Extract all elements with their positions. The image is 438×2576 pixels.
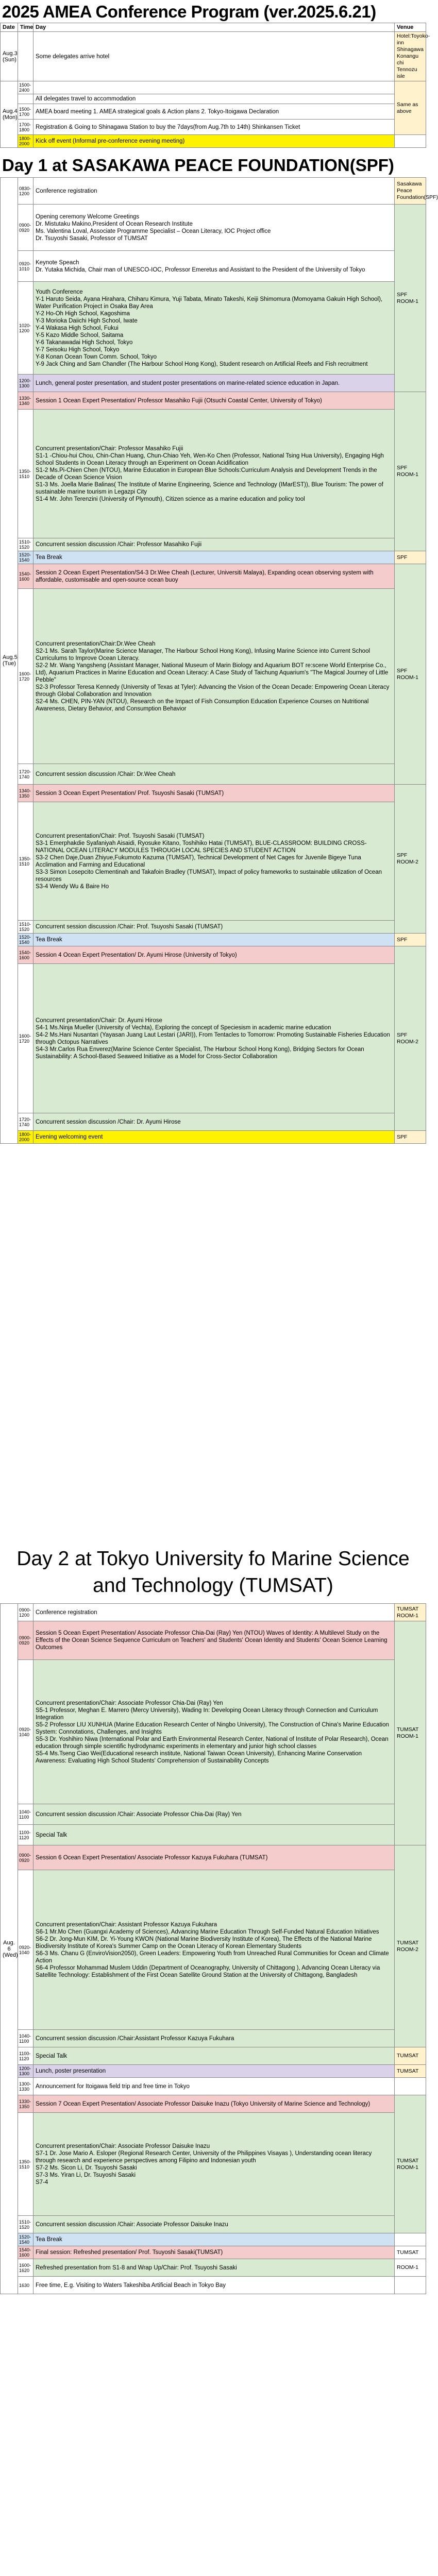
table-row [1,964,426,1113]
time-cell: 1510-1520 [18,2216,33,2233]
date-cell: Aug.5 (Tue) [1,178,18,1144]
event-cell: Tea Break [33,551,395,564]
day2-title: Day 2 at Tokyo University fo Marine Science and Technology (TUMSAT) [16,1548,410,1597]
event-line: Dr. Tsuyoshi Sasaki, Professor of TUMSAT [36,235,148,242]
venue-cell: TUMSAT ROOM-2 [395,1845,426,2047]
table-row [1,1604,426,1621]
time-cell: 1330-1340 [18,392,33,410]
event-line: Concurrent presentation/Chair:Dr.Wee Cheah [36,640,156,647]
event-line: S7-3 Ms. Yiran Li, Dr. Tsuyoshi Sasaki [36,2172,136,2178]
event-line: Concurrent presentation/Chair: Associate Professor Chia-Dai (Ray) Yen [36,1700,223,1706]
table-header-row [1,23,426,32]
event-line: S5-2 Professor LIU XUNHUA (Marine Education Research Center of Ningbo University), The Construction of China's Marine Education System: Connotations, Challenges, and Insights [36,1721,389,1735]
time-cell: 1200-1300 [18,2065,33,2078]
event-line: S6-2 Dr. Jong-Mun KIM, Dr. Yi-Young KWON (National Marine Biodiversity Institute of Korea), The Effects of the National Marine Biodiversity Institute of Korea's Summer Camp on the Ocean Literacy of Korean Elementary Students [36,1936,372,1950]
table-row [1,120,426,135]
venue-cell: SPF ROOM-2 [395,785,426,934]
time-cell: 1800-2000 [18,1131,33,1144]
event-cell: Session 1 Ocean Expert Presentation/ Professor Masahiko Fujii (Otsuchi Coastal Center, University of Tokyo) [33,392,395,410]
event-cell: Refreshed presentation from S1-8 and Wrap Up/Chair: Prof. Tsuyoshi Sasaki [33,2259,395,2277]
header-event: Day [33,23,395,32]
date-cell: Aug.4 (Mon) [1,81,18,148]
event-cell: Session 2 Ocean Expert Presentation/S4-3 Dr.Wee Cheah (Lecturer, Universiti Malaya), Expanding ocean observing system with affordable, customisable and open-source ocean buoy [33,564,395,589]
venue-cell: TUMSAT [395,2047,426,2065]
venue-cell: SPF ROOM-1 [395,205,426,392]
time-cell [18,32,33,81]
table-row [1,946,426,964]
venue-cell: Sasakawa Peace Foundation(SPF) [395,178,426,205]
table-row [1,785,426,802]
table-row [1,1660,426,1804]
venue-cell: SPF ROOM-2 [395,946,426,1131]
schedule-table-pre [0,23,430,148]
event-line: S3-3 Simon Losepcito Clementinah and Takafoin Bradley (TUMSAT), Impact of policy frameworks to sustainable utilization of Ocean resources [36,869,382,883]
time-cell: 0900-1200 [18,1604,33,1621]
event-line: Youth Conference [36,289,83,295]
time-cell: 0920-1040 [18,1870,33,2030]
date-cell: Aug. 6 (Wed) [1,1604,18,2294]
event-line: Y-6 Takanawadai High School, Tokyo [36,339,133,346]
event-cell [33,1660,395,1804]
table-row [1,2030,426,2047]
venue-cell: SPF ROOM-1 [395,392,426,551]
time-cell: 1350-1510 [18,410,33,538]
table-row [1,2095,426,2113]
event-line: S1-2 Ms.Pi-Chien Chen (NTOU), Marine Education in European Blue Schools:Curriculum Analysis and Development Trends in the Decade of Ocean Science Vision [36,467,377,481]
event-line: S4-1 Ms.Ninja Mueller (University of Vechta), Exploring the concept of Speciesism in academic marine education [36,1024,331,1031]
time-cell: 1720-1740 [18,764,33,785]
event-cell: Concurrent session discussion /Chair: Prof. Tsuyoshi Sasaki (TUMSAT) [33,921,395,934]
table-row [1,375,426,392]
event-line: Concurrent presentation/Chair: Associate Professor Daisuke Inazu [36,2143,210,2149]
event-line: Dr. Yutaka Michida, Chair man of UNESCO-IOC, Professor Emeretus and Assistant to the President of the University of Tokyo [36,266,365,273]
table-row [1,589,426,764]
event-line: Concurrent presentation/Chair: Professor Masahiko Fujii [36,445,183,452]
table-row [1,802,426,921]
event-cell: Session 7 Ocean Expert Presentation/ Associate Professor Daisuke Inazu (Tokyo University of Marine Science and Technology) [33,2095,395,2113]
table-row [1,2078,426,2095]
time-cell: 1300-1330 [18,2078,33,2095]
event-line: Y-8 Konan Ocean Town Comm. School, Tokyo [36,353,157,360]
event-line: Ms. Valentina Loval, Associate Programme Specialist – Ocean Literacy, IOC Project office [36,228,271,234]
venue-cell [395,135,426,148]
time-cell: 1510-1520 [18,538,33,551]
time-cell: 1200-1300 [18,375,33,392]
event-line: S6-1 Mr.Mo Chen (Guangxi Academy of Sciences), Advancing Marine Education Through Self-Funded Natural Education Initiatives [36,1928,379,1935]
event-line: S7-2 Ms. Sicon Li, Dr. Tsuyoshi Sasaki [36,2164,137,2171]
event-cell: Announcement for Itoigawa field trip and free time in Tokyo [33,2078,395,2095]
time-cell: 1350-1510 [18,802,33,921]
header-time: Time [18,23,33,32]
event-cell [33,802,395,921]
event-line: S5-1 Professor, Meghan E. Marrero (Mercy University), Wading In: Developing Ocean Literacy through Connection and Curriculum Integration [36,1707,378,1721]
time-cell: 1600-1720 [18,589,33,764]
table-row [1,251,426,282]
venue-cell: TUMSAT [395,2065,426,2078]
table-row [1,564,426,589]
time-cell: 1540-1600 [18,2246,33,2259]
schedule-table-day1 [0,177,438,1144]
event-cell: Free time, E.g. Visiting to Waters Takeshiba Artificial Beach in Tokyo Bay [33,2277,395,2294]
event-cell [33,81,395,94]
venue-cell: Hotel:Toyoko-inn Shinagawa Konangu chi Tennozu isle [395,32,426,81]
event-line: S2-4 Ms. CHEN, PIN-YAN (NTOU), Research on the Impact of Fish Consumption Education Experience Courses on Nutritional Awareness, Dietary Behavior, and Consumption Behavior [36,698,369,712]
time-cell: 1100-1120 [18,1825,33,1845]
event-line: Y-2 Ho-Oh High School, Kagoshima [36,310,130,317]
event-cell: Lunch, general poster presentation, and student poster presentations on marine-related science education in Japan. [33,375,395,392]
table-row [1,2246,426,2259]
event-cell: AMEA board meeting 1. AMEA strategical goals & Action plans 2. Tokyo-Itoigawa Declaration [33,104,395,120]
time-cell: 0920-1040 [18,1660,33,1804]
table-row [1,1131,426,1144]
table-row [1,32,426,81]
event-cell: Concurrent session discussion /Chair:Assistant Professor Kazuya Fukuhara [33,2030,395,2047]
venue-cell: SPF [395,551,426,564]
event-line: S3-1 Emerphakdie Syafaniyah Aisaidi, Ryosuke Kitano, Toshihiko Hatai (TUMSAT), BLUE-CLASSROOM: BUILDING CROSS-NATIONAL OCEAN LITERACY MODULES THROUGH LOCAL SPECIES AND STUDENT ACTION [36,840,367,854]
time-cell: 1520-1540 [18,551,33,564]
table-row [1,135,426,148]
event-line: S2-2 Mr. Wang Yangsheng (Assistant Manager, National Museum of Marin Biology and Aquarium BOT re:scene World Enterprise Co., Ltd), Aquarium Practices in Marine Education and Ocean Literacy: A Case Study of Taichung Aquarium's "The Magical Journey of Little Pebble" [36,662,389,683]
venue-cell [395,2277,426,2294]
table-row [1,205,426,251]
venue-cell: SPF [395,934,426,946]
event-line: Y-9 Jack Ching and Sam Chandler (The Harbour School Hong Kong), Student research on Artificial Reefs and Fish recruitment [36,361,368,367]
event-line: Y-3 Morioka Daiichi High School, Iwate [36,317,138,324]
table-row [1,551,426,564]
venue-cell: ROOM-1 [395,2259,426,2277]
table-row [1,2113,426,2216]
event-line: Keynote Speach [36,259,79,266]
table-row [1,94,426,104]
event-line: Concurrent presentation/Chair: Assistant Professor Kazuya Fukuhara [36,1921,217,1928]
time-cell: 1020-1200 [18,282,33,375]
table-row [1,104,426,120]
time-cell: 1340-1350 [18,785,33,802]
time-cell: 1700-1800 [18,120,33,135]
table-row [1,410,426,538]
time-cell: 1100-1120 [18,2047,33,2065]
event-line: S1-3 Ms. Joella Marie Balinas( The Institute of Marine Engineering, Science and Technology (IMarEST)), Blue Tourism: The power of sustainable marine tourism in Legazpi City [36,481,383,495]
event-cell: Registration & Going to Shinagawa Station to buy the 7days(from Aug.7th to 14th) Shinkansen Ticket [33,120,395,135]
table-row [1,2233,426,2246]
time-cell: 1500-2400 [18,81,33,94]
time-cell: 1600-1720 [18,964,33,1113]
event-cell [33,410,395,538]
event-cell: Conference registration [33,178,395,205]
venue-cell: SPF ROOM-1 [395,564,426,785]
event-cell [33,205,395,251]
event-cell: Some delegates arrive hotel [33,32,395,81]
day1-title: Day 1 at SASAKAWA PEACE FOUNDATION(SPF) [2,156,394,175]
event-cell: Concurrent session discussion /Chair: Professor Masahiko Fujii [33,538,395,551]
event-line: S3-2 Chen Daje,Duan Zhiyue,Fukumoto Kazuma (TUMSAT), Technical Development of Net Cages for Juvenile Bigeye Tuna Acclimation and Farming and Educational [36,854,361,868]
event-cell: Concurrent session discussion /Chair: Dr.Wee Cheah [33,764,395,785]
event-line: S5-3 Dr. Yoshihiro Niwa (International Polar and Earth Environmental Research Center, National of Institute of Polar Research), Ocean education through simple scientific hydrodynamic experiments in elementary and junior high school classes [36,1736,389,1750]
schedule-table-day2 [0,1603,426,2294]
venue-cell: TUMSAT ROOM-1 [395,1604,426,1621]
table-row [1,2259,426,2277]
event-line: S7-4 [36,2179,48,2185]
event-line: Dr. Mistutaku Makino,President of Ocean Research Institute [36,221,193,227]
table-row [1,1825,426,1845]
header-date: Date [1,23,18,32]
table-row [1,392,426,410]
event-line: S6-3 Ms. Chanu G (EnviroVision2050), Green Leaders: Empowering Youth from Unreached Rural Communities for Ocean and Climate Action [36,1950,389,1964]
page-title: 2025 AMEA Conference Program (ver.2025.6.21) [2,2,376,21]
table-row [1,1804,426,1825]
table-row [1,764,426,785]
time-cell: 1540-1600 [18,564,33,589]
table-row [1,282,426,375]
event-line: Y-1 Haruto Seida, Ayana Hirahara, Chiharu Kimura, Yuji Tabata, Minato Takeshi, Keiji Shimomura (Momoyama Gakuin High School), Water Purification Project in Osaka Bay Area [36,296,383,310]
event-cell: Kick off event (Informal pre-conference evening meeting) [33,135,395,148]
table-row [1,2216,426,2233]
venue-cell [395,2233,426,2246]
table-row [1,934,426,946]
time-cell: 1330-1350 [18,2095,33,2113]
time-cell: 1040-1100 [18,1804,33,1825]
event-cell: All delegates travel to accommodation [33,94,395,104]
time-cell: 1720-1740 [18,1113,33,1131]
event-cell [33,1870,395,2030]
event-cell: Special Talk [33,1825,395,1845]
venue-cell: SPF [395,1131,426,1144]
time-cell [18,94,33,104]
event-cell: Special Talk [33,2047,395,2065]
event-line: S6-4 Professor Mohammad Muslem Uddin (Department of Oceanography, University of Chittagong ), Advancing Ocean Literacy via Satellite Technology: Establishment of the First Ocean Satellite Ground Station at the University of Chittagong, Bangladesh [36,1964,380,1978]
time-cell: 1600-1620 [18,2259,33,2277]
event-cell: Concurrent session discussion /Chair: Dr. Ayumi Hirose [33,1113,395,1131]
event-cell [33,964,395,1113]
time-cell: 0900-0920 [18,1621,33,1660]
venue-cell [395,2078,426,2095]
time-cell: 0920-1010 [18,251,33,282]
event-line: S1-1 -Chiou-hui Chou, Chin-Chan Huang, Chun-Chiao Yeh, Wen-Ko Chen (Professor, National Tsing Hua University), Engaging High School Students in Ocean Literacy through an Experiment on Ocean Acidification [36,452,384,466]
venue-cell: TUMSAT ROOM-1 [395,1621,426,1845]
time-cell: 0900-0920 [18,205,33,251]
event-line: S2-1 Ms. Sarah Taylor(Marine Science Manager, The Harbour School Hong Kong), Infusing Marine Science into Current School Curriculums to Improve Ocean Literacy. [36,648,370,662]
time-cell: 1800-2000 [18,135,33,148]
event-cell: Lunch, poster presentation [33,2065,395,2078]
event-line: Y-5 Kazo Middle School, Saitama [36,332,124,338]
event-cell: Evening welcoming event [33,1131,395,1144]
table-row [1,2277,426,2294]
event-line: S4-2 Ms.Hani Nusantari (Yayasan Juang Laut Lestari (JARI)), From Tentacles to Tomorrow: Promoting Sustainable Fisheries Education through Octopus Narratives [36,1031,390,1045]
event-line: Concurrent presentation/Chair: Dr. Ayumi Hirose [36,1017,162,1024]
table-row [1,538,426,551]
table-row [1,921,426,934]
table-row [1,1621,426,1660]
table-row [1,1870,426,2030]
event-line: S3-4 Wendy Wu & Baire Ho [36,883,109,890]
table-row [1,1113,426,1131]
header-venue: Venue [395,23,426,32]
event-cell [33,589,395,764]
event-cell [33,282,395,375]
event-line: Concurrent presentation/Chair: Prof. Tsuyoshi Sasaki (TUMSAT) [36,833,205,839]
event-cell: Tea Break [33,934,395,946]
event-line: Opening ceremony Welcome Greetings [36,213,140,220]
table-row [1,2047,426,2065]
event-cell: Conference registration [33,1604,395,1621]
time-cell: 1520-1540 [18,934,33,946]
event-cell: Session 3 Ocean Expert Presentation/ Prof. Tsuyoshi Sasaki (TUMSAT) [33,785,395,802]
time-cell: 1540-1600 [18,946,33,964]
time-cell: 1350-1510 [18,2113,33,2216]
venue-cell: Same as above [395,81,426,135]
time-cell: 1500-1700 [18,104,33,120]
table-row [1,1845,426,1870]
time-cell: 1040-1100 [18,2030,33,2047]
time-cell: 0830-1200 [18,178,33,205]
time-cell: 1520-1540 [18,2233,33,2246]
event-cell: Concurrent session discussion /Chair: Associate Professor Chia-Dai (Ray) Yen [33,1804,395,1825]
date-cell: Aug.3 (Sun) [1,32,18,81]
event-cell: Final session: Refreshed presentation/ Prof. Tsuyoshi Sasaki(TUMSAT) [33,2246,395,2259]
event-cell: Concurrent session discussion /Chair: Associate Professor Daisuke Inazu [33,2216,395,2233]
event-cell: Session 6 Ocean Expert Presentation/ Associate Professor Kazuya Fukuhara (TUMSAT) [33,1845,395,1870]
table-row [1,2065,426,2078]
venue-cell: TUMSAT [395,2246,426,2259]
time-cell: 1630 [18,2277,33,2294]
event-cell: Session 4 Ocean Expert Presentation/ Dr. Ayumi Hirose (University of Tokyo) [33,946,395,964]
event-cell [33,2113,395,2216]
event-cell: Session 5 Ocean Expert Presentation/ Associate Professor Chia-Dai (Ray) Yen (NTOU) Waves of Identity: A Multilevel Study on the Effects of the Ocean Science Sequence Curriculum on Teachers' and Students' Ocean Identity and Students' Ocean Science Learning Outcomes [33,1621,395,1660]
table-row [1,81,426,94]
venue-cell: TUMSAT ROOM-1 [395,2095,426,2233]
event-line: S5-4 Ms.Tseng Ciao Wei(Educational research institute, National Taiwan Ocean University), Enhancing Marine Conservation Awareness: Evaluating High School Students' Comprehension of Sustainability Concepts [36,1750,362,1764]
event-line: Y-4 Wakasa High School, Fukui [36,325,119,331]
event-line: S1-4 Mr. John Terenzini (University of Plymouth), Citizen science as a marine education and policy tool [36,496,305,502]
table-row [1,178,426,205]
event-line: S7-1 Dr. Jose Mario A. Esloper (Regional Research Center, University of the Philippines Visayas ), Understanding ocean literacy through research and experience perspectives among Filipino and Indonesian youth [36,2150,372,2164]
event-line: S4-3 Mr.Carlos Rua Enverez(Marine Science Center Specialist, The Harbour School Hong Kong), Bridging Sectors for Ocean Sustainability: A School-Based Seaweed Initiative as a Model for Cross-Sector Collaboration [36,1046,364,1060]
event-cell [33,251,395,282]
event-line: Y-7 Seisoku High School, Tokyo [36,346,120,353]
time-cell: 0900-0920 [18,1845,33,1870]
time-cell: 1510-1520 [18,921,33,934]
event-line: S2-3 Professor Teresa Kennedy (University of Texas at Tyler): Advancing the Vision of the Ocean Decade: Empowering Ocean Literacy through Global Collaboration and Innovation [36,684,390,698]
event-cell: Tea Break [33,2233,395,2246]
